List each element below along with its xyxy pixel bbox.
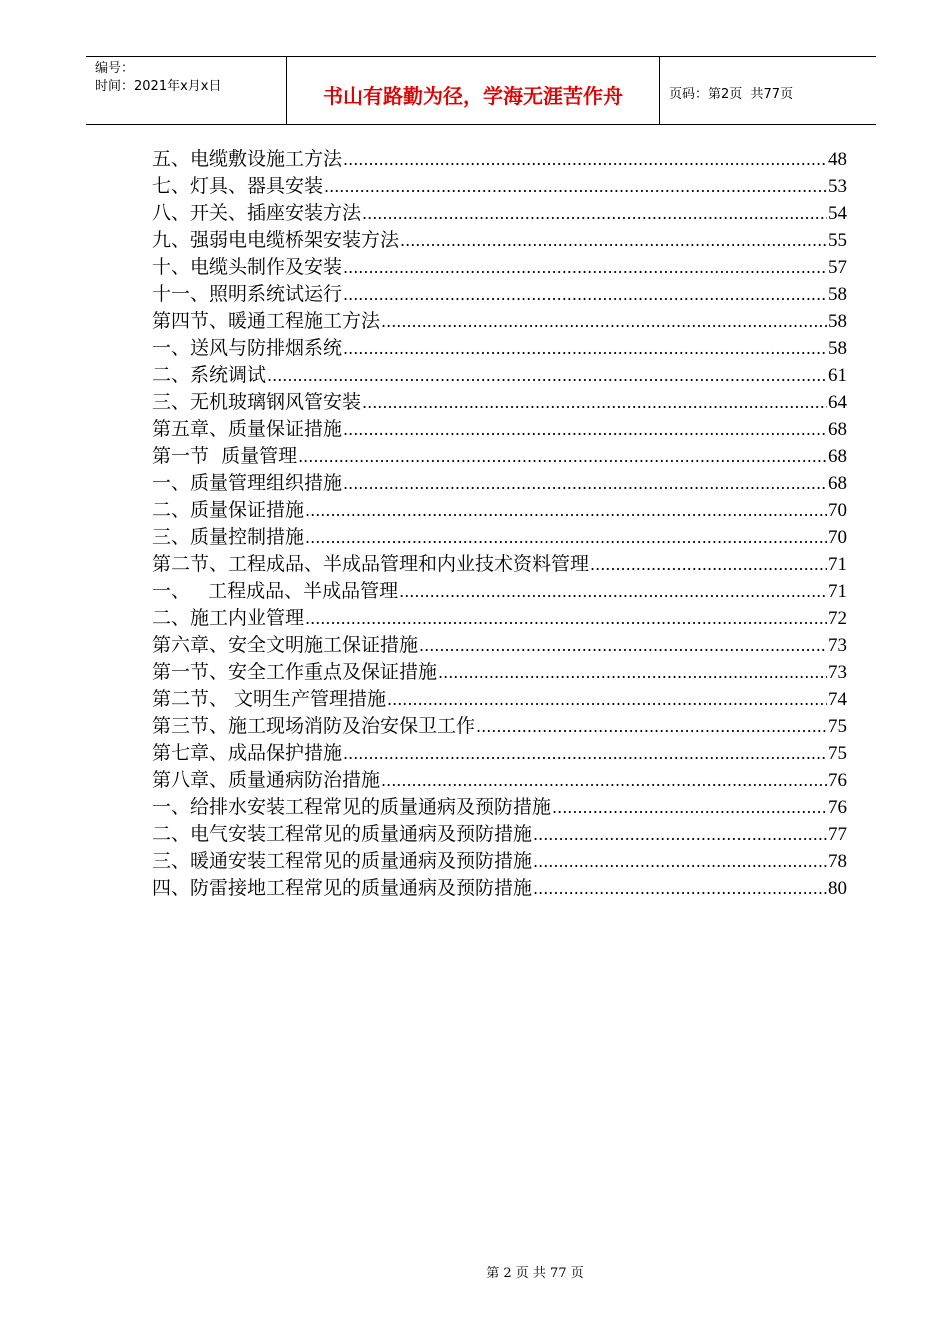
toc-entry-title: 三、质量控制措施	[152, 526, 305, 548]
toc-entry-page: 80	[828, 878, 847, 899]
toc-entry[interactable]	[152, 659, 847, 686]
toc-entry-title: 第二节、工程成品、半成品管理和内业技术资料管理	[152, 553, 590, 575]
toc-leader-dots	[533, 821, 827, 848]
toc-entry-title: 三、暖通安装工程常见的质量通病及预防措施	[152, 850, 533, 872]
toc-leader-dots	[533, 848, 827, 875]
toc-entry-title: 二、电气安装工程常见的质量通病及预防措施	[152, 823, 533, 845]
toc-entry[interactable]	[152, 632, 847, 659]
toc-entry-title: 第一节 质量管理	[152, 445, 298, 467]
table-of-contents	[152, 146, 847, 902]
toc-entry-page: 73	[828, 662, 847, 683]
toc-entry[interactable]	[152, 686, 847, 713]
toc-entry-page: 53	[828, 176, 847, 197]
toc-leader-dots	[343, 254, 827, 281]
footer-page-number: 第 2 页 共 77 页	[486, 1266, 584, 1281]
toc-entry-title: 第八章、质量通病防治措施	[152, 769, 381, 791]
toc-entry-title: 二、质量保证措施	[152, 499, 305, 521]
toc-entry-page: 55	[828, 230, 847, 251]
toc-leader-dots	[590, 551, 827, 578]
toc-leader-dots	[419, 632, 827, 659]
toc-leader-dots	[362, 389, 827, 416]
toc-entry[interactable]	[152, 821, 847, 848]
toc-entry-page: 71	[828, 581, 847, 602]
toc-entry-page: 64	[828, 392, 847, 413]
header-page-code	[660, 57, 876, 124]
toc-leader-dots	[343, 146, 827, 173]
toc-entry-title: 二、施工内业管理	[152, 607, 305, 629]
toc-entry[interactable]	[152, 470, 847, 497]
toc-entry[interactable]	[152, 713, 847, 740]
toc-entry-page: 78	[828, 851, 847, 872]
toc-entry[interactable]	[152, 767, 847, 794]
page-header	[86, 56, 876, 125]
toc-leader-dots	[533, 875, 827, 902]
toc-entry[interactable]	[152, 443, 847, 470]
toc-leader-dots	[343, 416, 827, 443]
header-motto	[286, 57, 660, 124]
toc-entry[interactable]	[152, 146, 847, 173]
toc-leader-dots	[387, 686, 827, 713]
toc-entry-page: 70	[828, 500, 847, 521]
toc-entry-page: 58	[828, 284, 847, 305]
toc-entry-page: 74	[828, 689, 847, 710]
toc-leader-dots	[267, 362, 827, 389]
toc-entry-title: 第六章、安全文明施工保证措施	[152, 634, 419, 656]
toc-leader-dots	[362, 200, 827, 227]
toc-entry-title: 十、电缆头制作及安装	[152, 256, 343, 278]
toc-entry[interactable]	[152, 416, 847, 443]
toc-entry-title: 第二节、 文明生产管理措施	[152, 688, 387, 710]
toc-entry-page: 48	[828, 149, 847, 170]
toc-entry-title: 十一、照明系统试运行	[152, 283, 343, 305]
toc-entry-page: 77	[828, 824, 847, 845]
toc-entry-page: 58	[828, 311, 847, 332]
toc-entry-title: 第七章、成品保护措施	[152, 742, 343, 764]
toc-entry-title: 二、系统调试	[152, 364, 267, 386]
toc-entry[interactable]	[152, 389, 847, 416]
toc-entry-page: 75	[828, 743, 847, 764]
toc-entry-page: 68	[828, 446, 847, 467]
toc-entry[interactable]	[152, 227, 847, 254]
toc-entry[interactable]	[152, 794, 847, 821]
toc-entry[interactable]	[152, 497, 847, 524]
toc-entry-title: 一、给排水安装工程常见的质量通病及预防措施	[152, 796, 552, 818]
toc-entry-title: 五、电缆敷设施工方法	[152, 148, 343, 170]
toc-entry-page: 54	[828, 203, 847, 224]
toc-entry[interactable]	[152, 524, 847, 551]
toc-entry[interactable]	[152, 740, 847, 767]
toc-entry-title: 九、强弱电电缆桥架安装方法	[152, 229, 400, 251]
toc-leader-dots	[381, 308, 827, 335]
toc-leader-dots	[552, 794, 827, 821]
toc-entry-page: 75	[828, 716, 847, 737]
toc-entry-title: 第四节、暖通工程施工方法	[152, 310, 381, 332]
toc-leader-dots	[305, 524, 827, 551]
toc-entry[interactable]	[152, 362, 847, 389]
toc-leader-dots	[399, 578, 827, 605]
toc-entry[interactable]	[152, 335, 847, 362]
header-meta	[86, 57, 286, 124]
toc-entry-title: 第五章、质量保证措施	[152, 418, 343, 440]
page-code-text: 页码：第2页 共77页	[669, 87, 794, 102]
toc-entry[interactable]	[152, 578, 847, 605]
motto-text: 书山有路勤为径，学海无涯苦作舟	[323, 84, 623, 108]
toc-entry-page: 57	[828, 257, 847, 278]
toc-entry-page: 58	[828, 338, 847, 359]
toc-leader-dots	[438, 659, 827, 686]
toc-entry-page: 73	[828, 635, 847, 656]
toc-entry-title: 一、送风与防排烟系统	[152, 337, 343, 359]
toc-entry-page: 72	[828, 608, 847, 629]
toc-leader-dots	[476, 713, 827, 740]
toc-entry-page: 68	[828, 473, 847, 494]
toc-entry-title: 第三节、施工现场消防及治安保卫工作	[152, 715, 476, 737]
toc-entry-title: 三、无机玻璃钢风管安装	[152, 391, 362, 413]
toc-leader-dots	[343, 281, 827, 308]
toc-leader-dots	[324, 173, 827, 200]
toc-entry-page: 61	[828, 365, 847, 386]
toc-leader-dots	[343, 335, 827, 362]
toc-entry-title: 四、防雷接地工程常见的质量通病及预防措施	[152, 877, 533, 899]
toc-leader-dots	[305, 605, 827, 632]
toc-entry-title: 八、开关、插座安装方法	[152, 202, 362, 224]
toc-entry[interactable]	[152, 605, 847, 632]
page-footer	[0, 1262, 950, 1281]
toc-entry-title: 七、灯具、器具安装	[152, 175, 324, 197]
toc-leader-dots	[343, 740, 827, 767]
toc-entry[interactable]	[152, 254, 847, 281]
toc-entry-page: 76	[828, 770, 847, 791]
toc-entry[interactable]	[152, 875, 847, 902]
toc-leader-dots	[343, 470, 827, 497]
toc-leader-dots	[400, 227, 827, 254]
toc-entry[interactable]	[152, 551, 847, 578]
toc-leader-dots	[298, 443, 827, 470]
toc-leader-dots	[381, 767, 827, 794]
toc-entry[interactable]	[152, 281, 847, 308]
toc-entry-title: 第一节、安全工作重点及保证措施	[152, 661, 438, 683]
toc-entry[interactable]	[152, 200, 847, 227]
toc-entry-page: 71	[828, 554, 847, 575]
document-time-label: 时间：2021年x月x日	[95, 79, 222, 94]
toc-entry-page: 76	[828, 797, 847, 818]
toc-entry-page: 70	[828, 527, 847, 548]
document-number-label: 编号：	[95, 61, 135, 76]
toc-entry-title: 一、 工程成品、半成品管理	[152, 580, 399, 602]
toc-leader-dots	[305, 497, 827, 524]
toc-entry-page: 68	[828, 419, 847, 440]
toc-entry[interactable]	[152, 848, 847, 875]
toc-entry[interactable]	[152, 173, 847, 200]
toc-entry[interactable]	[152, 308, 847, 335]
toc-entry-title: 一、质量管理组织措施	[152, 472, 343, 494]
